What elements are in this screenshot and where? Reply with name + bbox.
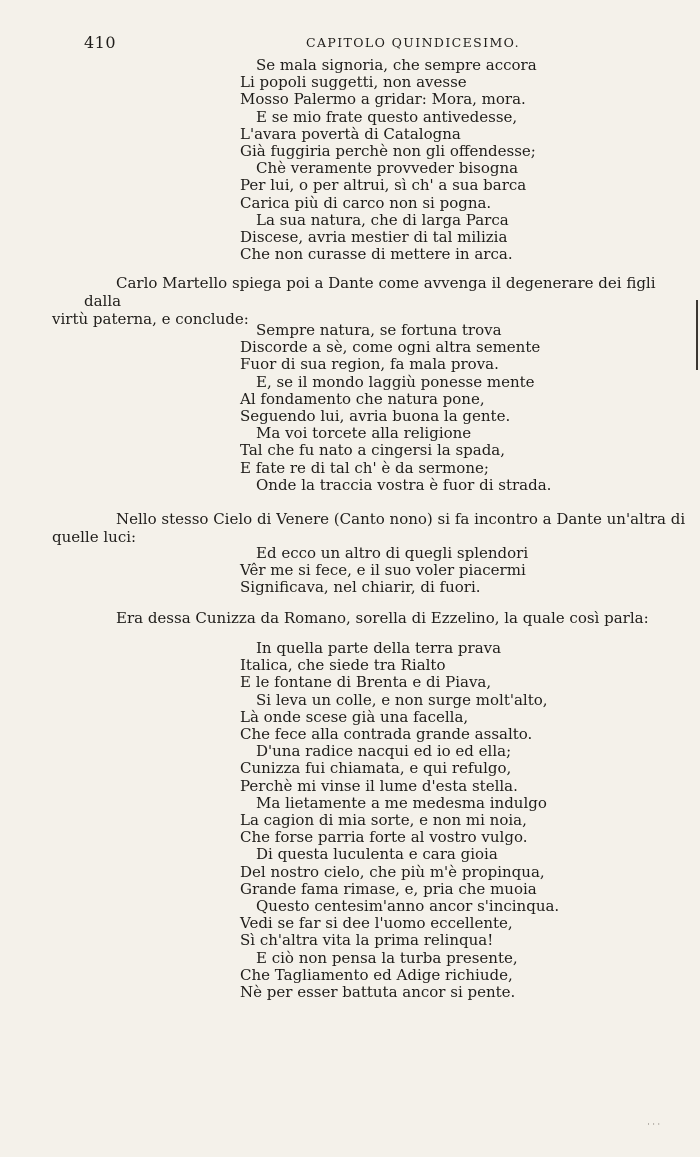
verse-line: Significava, nel chiarir, di fuori. [240, 578, 481, 597]
verse-line: Perchè mi vinse il lume d'esta stella. [240, 776, 518, 795]
verse-line: Carica più di carco non si pogna. [240, 193, 492, 212]
verse-line: Che Tagliamento ed Adige richiude, [240, 965, 513, 984]
verse-line: L'avara povertà di Catalogna [240, 124, 461, 143]
verse-line: Al fondamento che natura pone, [240, 389, 485, 408]
verse-line: La cagion di mia sorte, e non mi noia, [240, 811, 527, 830]
verse-block-4 [240, 640, 559, 1001]
verse-line: Si leva un colle, e non surge molt'alto, [256, 690, 548, 709]
verse-line: Ma lietamente a me medesma indulgo [256, 793, 547, 812]
verse-line: Vêr me si fece, e il suo voler piacermi [240, 561, 526, 580]
verse-line: Di questa luculenta e cara gioia [256, 845, 498, 864]
verse-line: Onde la traccia vostra è fuor di strada. [256, 475, 552, 494]
verse-line: E le fontane di Brenta e di Piava, [240, 673, 492, 692]
page-number: 410 [84, 33, 117, 52]
verse-line: Grande fama rimase, e, pria che muoia [240, 879, 537, 898]
prose-line: Nello stesso Cielo di Venere (Canto nono) si fa incontro a Dante un'altra di [116, 510, 686, 528]
scan-specks: · · · [647, 1120, 660, 1129]
verse-line: Cunizza fui chiamata, e qui refulgo, [240, 759, 512, 778]
prose-paragraph-1 [52, 274, 694, 328]
verse-line: Li popoli suggetti, non avesse [240, 73, 467, 92]
verse-block-2 [240, 322, 551, 494]
chapter-title: CAPITOLO QUINDICESIMO. [306, 35, 520, 50]
verse-block-1 [240, 57, 537, 263]
verse-line: Discorde a sè, come ogni altra semente [240, 338, 541, 357]
verse-line: E fate re di tal ch' è da sermone; [240, 458, 489, 477]
verse-line: Che forse parria forte al vostro vulgo. [240, 828, 528, 847]
verse-line: E, se il mondo laggiù ponesse mente [256, 372, 535, 391]
verse-line: La sua natura, che di larga Parca [256, 210, 509, 229]
verse-line: D'una radice nacqui ed io ed ella; [256, 742, 512, 761]
verse-line: Fuor di sua region, fa mala prova. [240, 355, 499, 374]
verse-line: Ed ecco un altro di quegli splendori [256, 544, 529, 562]
verse-line: Ma voi torcete alla religione [256, 424, 472, 443]
prose-line: Carlo Martello spiega poi a Dante come avvenga il degenerare dei figli dalla [84, 274, 656, 310]
running-head [0, 33, 700, 53]
verse-line: Nè per esser battuta ancor si pente. [240, 983, 516, 1002]
verse-line: Che non curasse di mettere in arca. [240, 245, 513, 264]
verse-line: Seguendo lui, avria buona la gente. [240, 407, 511, 426]
verse-line: In quella parte della terra prava [256, 639, 502, 657]
verse-line: Che fece alla contrada grande assalto. [240, 725, 533, 744]
verse-block-3 [240, 545, 528, 597]
verse-line: Chè veramente provveder bisogna [256, 159, 519, 178]
verse-line: Discese, avria mestier di tal milizia [240, 228, 508, 247]
prose-paragraph-3 [84, 609, 694, 627]
verse-line: Là onde scese già una facella, [240, 707, 469, 726]
verse-line: Italica, che siede tra Rialto [240, 656, 446, 675]
verse-line: E ciò non pensa la turba presente, [256, 948, 518, 967]
verse-line: Mosso Palermo a gridar: Mora, mora. [240, 90, 526, 109]
verse-line: Del nostro cielo, che più m'è propinqua, [240, 862, 545, 881]
verse-line: E se mio frate questo antivedesse, [256, 107, 518, 126]
verse-line: Questo centesim'anno ancor s'incinqua. [256, 897, 560, 916]
prose-line: Era dessa Cunizza da Romano, sorella di Ezzelino, la quale così parla: [116, 609, 649, 627]
verse-line: Tal che fu nato a cingersi la spada, [240, 441, 506, 460]
verse-line: Sempre natura, se fortuna trova [256, 321, 502, 339]
prose-line: quelle luci: [52, 528, 137, 546]
verse-line: Già fuggiria perchè non gli offendesse; [240, 142, 536, 161]
verse-line: Se mala signoria, che sempre accora [256, 56, 537, 74]
page-edge-shadow [696, 300, 698, 370]
verse-line: Sì ch'altra vita la prima relinqua! [240, 931, 494, 950]
prose-paragraph-2 [52, 510, 694, 546]
verse-line: Vedi se far si dee l'uomo eccellente, [240, 914, 513, 933]
prose-line: virtù paterna, e conclude: [52, 310, 249, 328]
verse-line: Per lui, o per altrui, sì ch' a sua barca [240, 176, 527, 195]
